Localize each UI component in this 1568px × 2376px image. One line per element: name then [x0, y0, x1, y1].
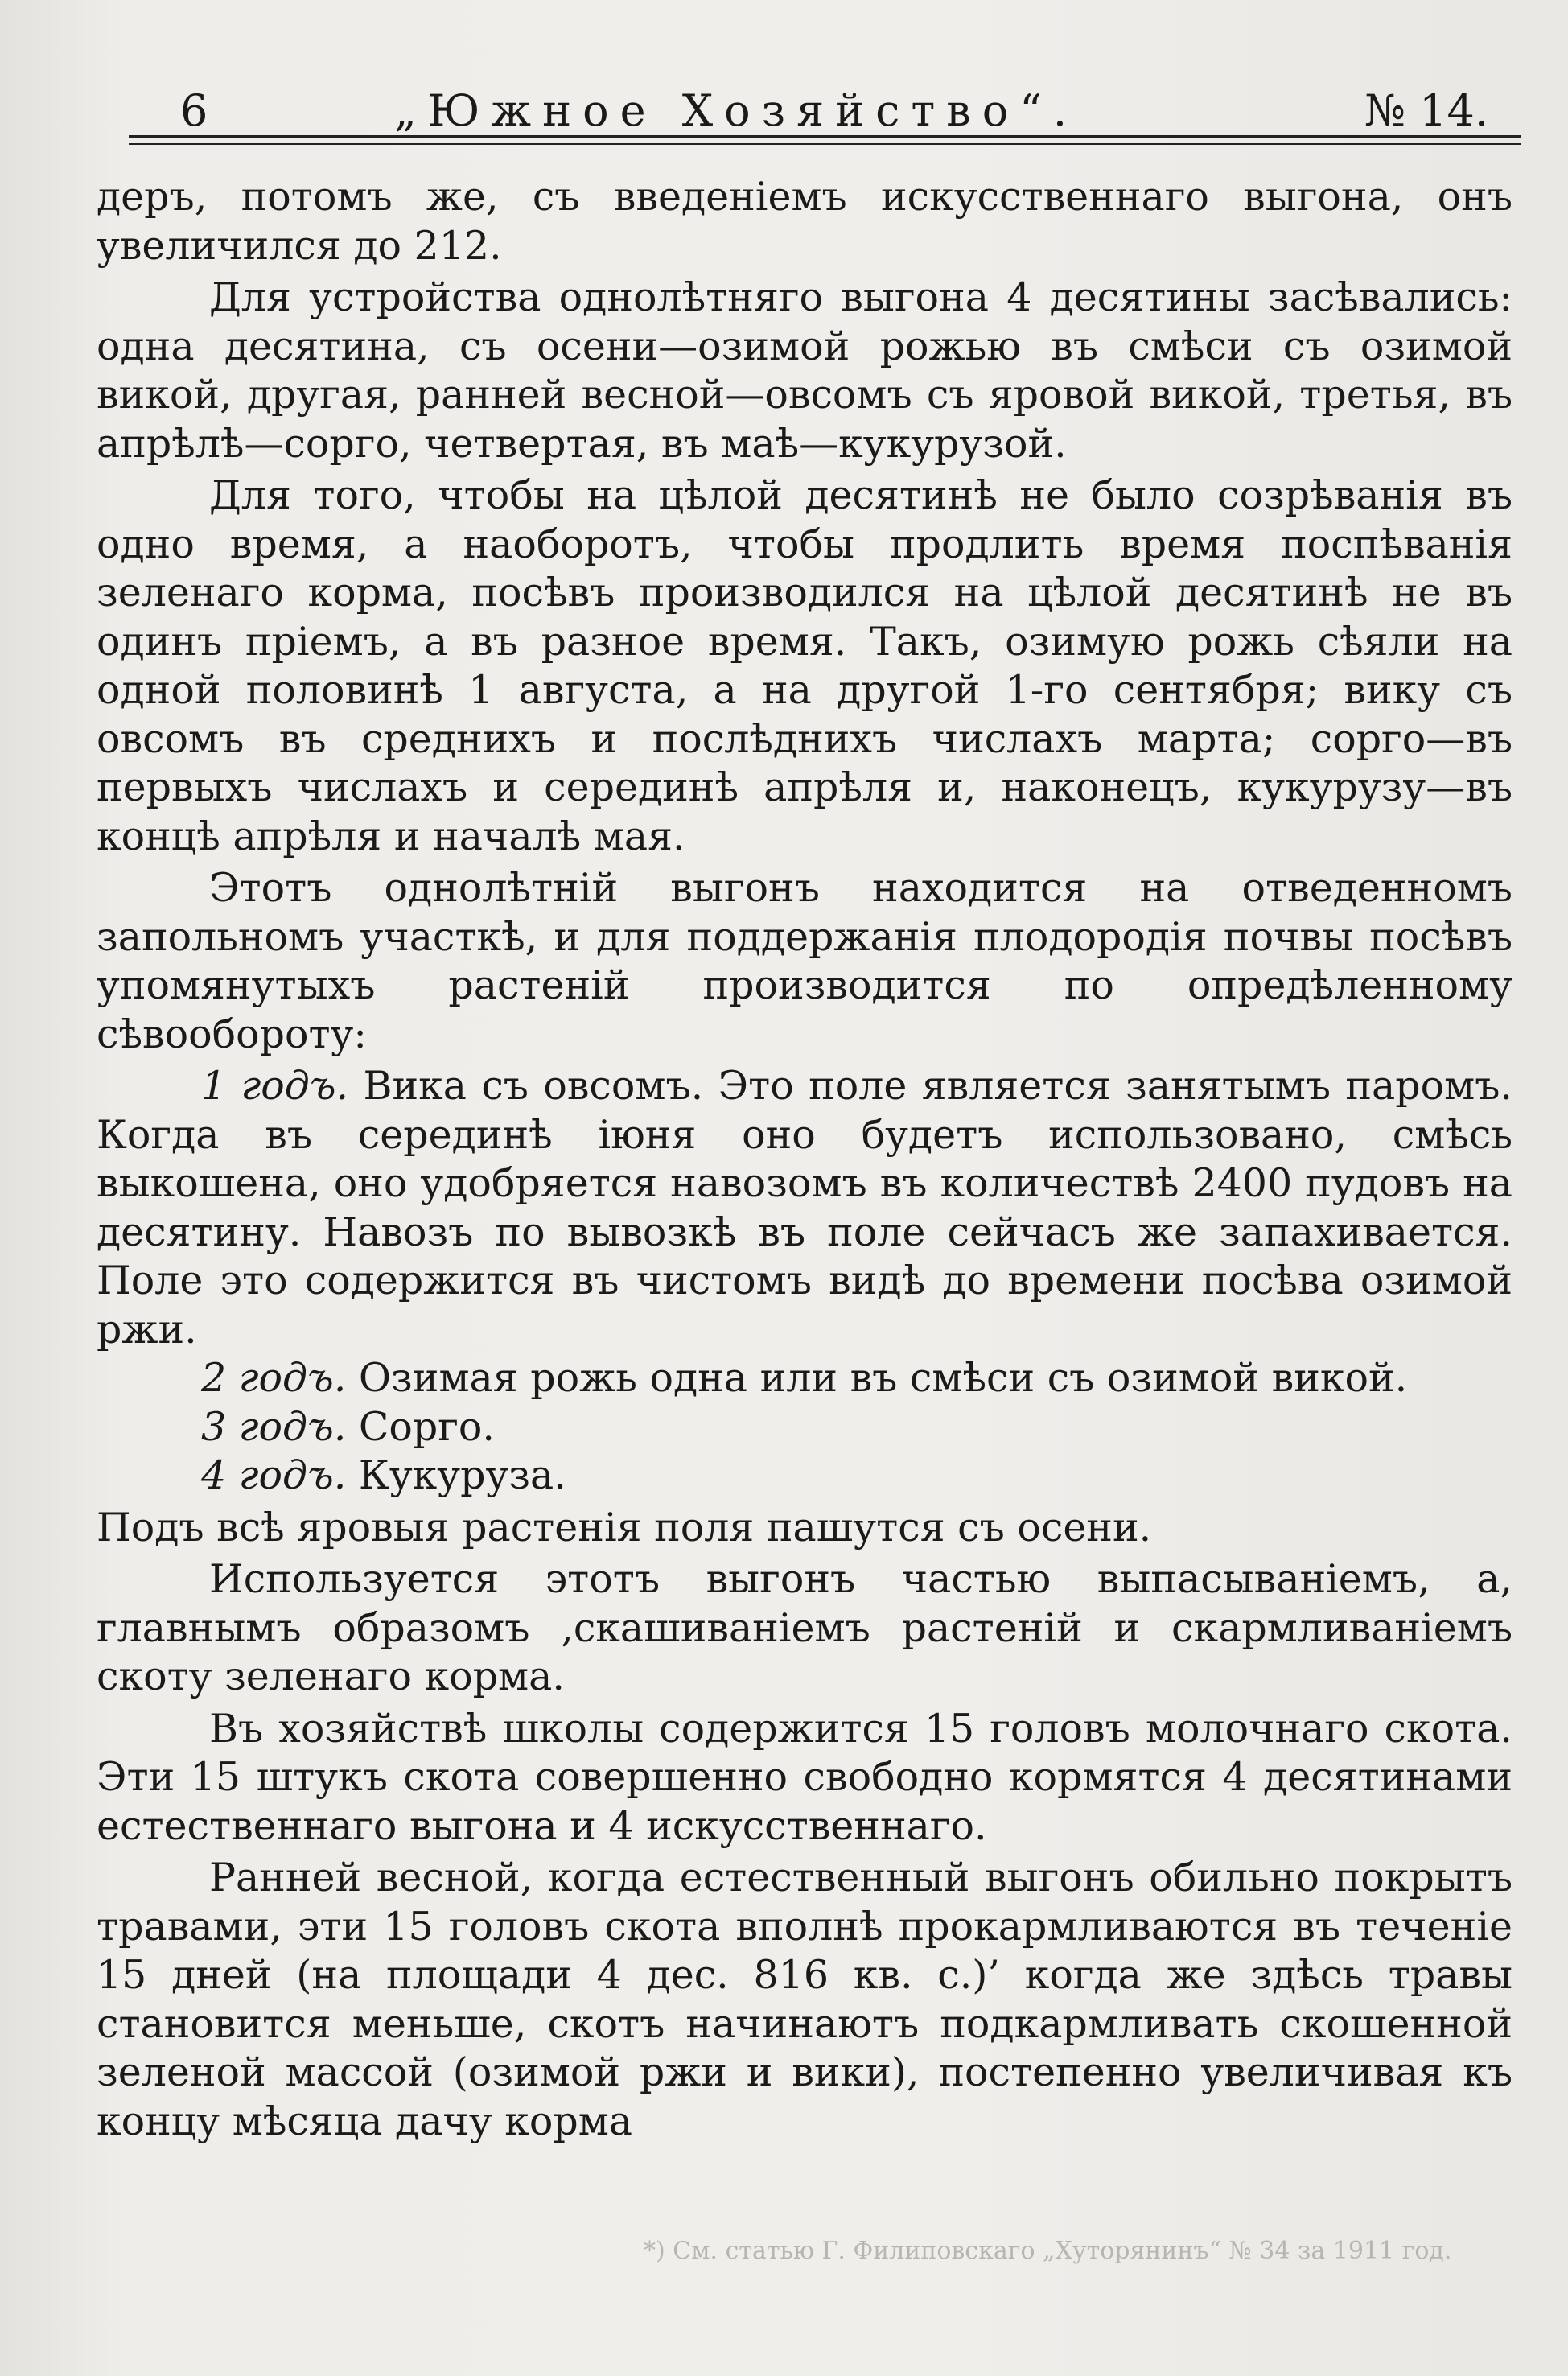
- rotation-text: Вика съ овсомъ. Это поле является занятымъ паромъ. Когда въ серединѣ іюня оно будетъ использовано, смѣсь выкошена, оно удобряется навозомъ въ количествѣ 2400 пудовъ на десятину. Навозъ по вывозкѣ въ поле сейчасъ же запахивается. Поле это содержится въ чистомъ видѣ до времени посѣва озимой ржи.: [97, 1063, 1512, 1353]
- paragraph-continuation: деръ, потомъ же, съ введеніемъ искусственнаго выгона, онъ увеличился до 212.: [97, 174, 1512, 269]
- header-rule-thin: [129, 143, 1521, 145]
- rotation-text: Сорго.: [358, 1403, 495, 1450]
- rotation-year: 4 годъ.: [201, 1452, 347, 1498]
- article-body: [97, 173, 1512, 2149]
- rotation-text: Кукуруза.: [358, 1452, 566, 1498]
- journal-title: „Южное Хозяйство“.: [394, 85, 1078, 136]
- page-number: 6: [180, 85, 208, 136]
- header-rule-thick: [129, 135, 1521, 138]
- paragraph: Подъ всѣ яровыя растенія поля пашутся съ осени.: [97, 1504, 1152, 1550]
- rotation-year: 2 годъ.: [201, 1355, 347, 1401]
- paragraph: Въ хозяйствѣ школы содержится 15 головъ молочнаго скота. Эти 15 штукъ скота совершенно свободно кормятся 4 десятинами естественнаго выгона и 4 искусственнаго.: [97, 1705, 1512, 1849]
- paragraph: Ранней весной, когда естественный выгонъ обильно покрытъ травами, эти 15 головъ скота вполнѣ прокармливаются въ теченіе 15 дней (на площади 4 дес. 816 кв. с.)’ когда же здѣсь травы становится меньше, скотъ начинаютъ подкармливать скошенной зеленой массой (озимой ржи и вики), постепенно увеличивая къ концу мѣсяца дачу корма: [97, 1855, 1512, 2144]
- rotation-text: Озимая рожь одна или въ смѣси съ озимой викой.: [358, 1355, 1408, 1401]
- paragraph: Используется этотъ выгонъ частью выпасываніемъ, а, главнымъ образомъ ,скашиваніемъ растеній и скармливаніемъ скоту зеленаго корма.: [97, 1556, 1512, 1699]
- rotation-item: [97, 1354, 1512, 1403]
- bleed-through-footnote: *) См. статью Г. Филиповскаго „Хуторянинъ“ № 34 за 1911 год.: [644, 2237, 1452, 2265]
- page-header: [153, 77, 1504, 142]
- paragraph: Этотъ однолѣтній выгонъ находится на отведенномъ запольномъ участкѣ, и для поддержанія плодородія почвы посѣвъ упомянутыхъ растеній производится по опредѣленному сѣвообороту:: [97, 865, 1512, 1057]
- paragraph: Для того, чтобы на цѣлой десятинѣ не было созрѣванія въ одно время, а наоборотъ, чтобы продлить время поспѣванія зеленаго корма, посѣвъ производился на цѣлой десятинѣ не въ одинъ пріемъ, а въ разное время. Такъ, озимую рожь сѣяли на одной половинѣ 1 августа, а на другой 1-го сентября; вику съ овсомъ въ среднихъ и послѣднихъ числахъ марта; сорго—въ первыхъ числахъ и серединѣ апрѣля и, наконецъ, кукурузу—въ концѣ апрѣля и началѣ мая.: [97, 472, 1512, 859]
- rotation-item: [97, 1452, 1512, 1501]
- issue-number: № 14.: [1364, 85, 1488, 136]
- paragraph: Для устройства однолѣтняго выгона 4 десятины засѣвались: одна десятина, съ осени—озимой рожью въ смѣси съ озимой викой, другая, ранней весной—овсомъ съ яровой викой, третья, въ апрѣлѣ—сорго, четвертая, въ маѣ—кукурузой.: [97, 274, 1512, 467]
- rotation-item: [97, 1403, 1512, 1452]
- rotation-year: 1 годъ.: [201, 1063, 349, 1109]
- rotation-year: 3 годъ.: [201, 1403, 347, 1450]
- rotation-item: [97, 1062, 1512, 1354]
